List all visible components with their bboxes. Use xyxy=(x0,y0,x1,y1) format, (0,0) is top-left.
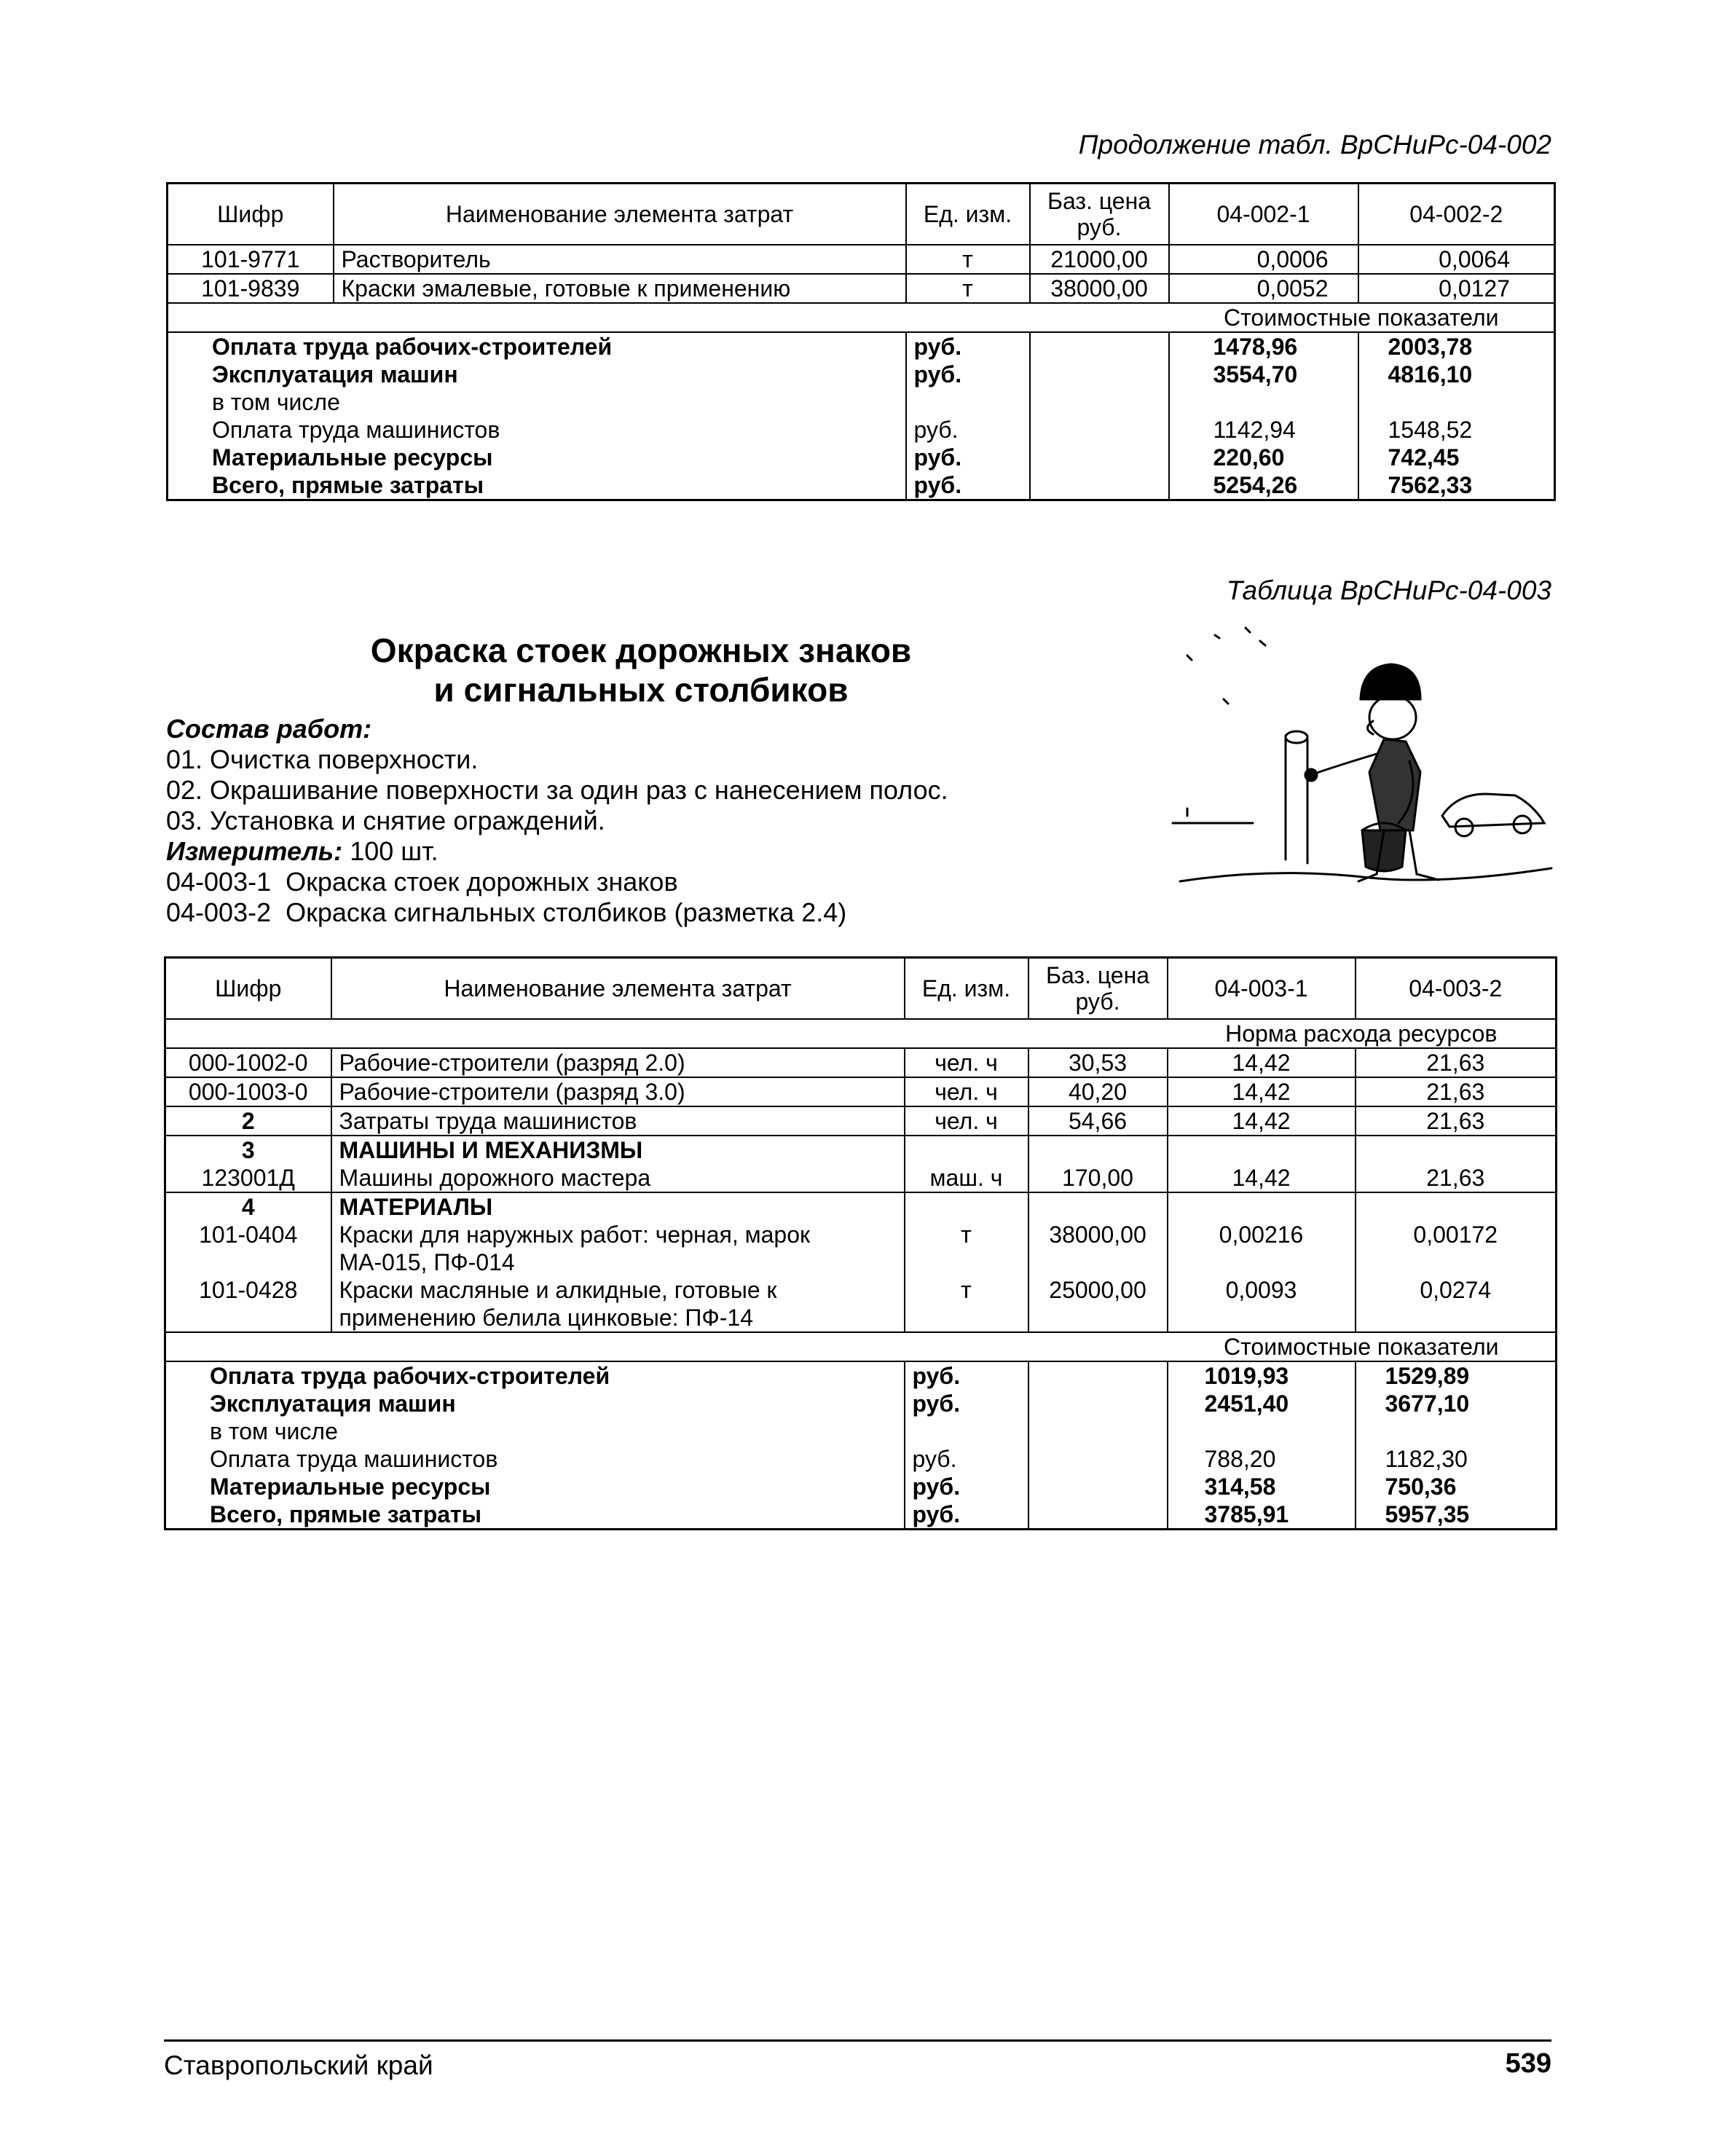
table-row xyxy=(165,1106,1557,1136)
work-description xyxy=(166,714,1149,928)
section-title xyxy=(277,631,1005,709)
work-item: 02. Окрашивание поверхности за один раз с нанесением полос. xyxy=(166,775,948,805)
cost-unit: руб. xyxy=(906,416,1030,444)
cost-name: Оплата труда машинистов xyxy=(212,416,500,443)
group-code: 3 xyxy=(165,1136,331,1164)
measure-value: 100 шт. xyxy=(350,836,438,866)
cost-value-1: 5254,26 xyxy=(1169,471,1358,500)
table-row xyxy=(165,1164,1557,1192)
row-unit: чел. ч xyxy=(905,1077,1028,1106)
row-value-1: 14,42 xyxy=(1168,1048,1356,1077)
row-code: 123001Д xyxy=(201,1164,295,1191)
cost-table-04-003 xyxy=(164,956,1557,1530)
cost-value-2: 5957,35 xyxy=(1356,1500,1557,1530)
row-code: 2 xyxy=(165,1106,331,1136)
cost-unit: руб. xyxy=(905,1473,1028,1500)
row-value-2: 21,63 xyxy=(1356,1048,1557,1077)
row-name: Растворитель xyxy=(334,245,906,274)
cost-name: Оплата труда рабочих-строителей xyxy=(168,332,906,361)
group-title: МАТЕРИАЛЫ xyxy=(331,1192,905,1221)
header-name: Наименование элемента затрат xyxy=(334,184,906,245)
variant-item: 04-003-2 Окраска сигнальных столбиков (разметка 2.4) xyxy=(166,897,847,927)
row-value-2: 21,63 xyxy=(1356,1164,1557,1192)
measure-line xyxy=(166,836,1149,867)
cost-row xyxy=(168,416,1555,444)
cost-value-1: 1019,93 xyxy=(1168,1361,1356,1390)
group-row-materials xyxy=(165,1192,1557,1221)
cost-name: Оплата труда рабочих-строителей xyxy=(165,1361,905,1390)
variant-item: 04-003-1 Окраска стоек дорожных знаков xyxy=(166,867,678,897)
row-value-1: 0,00216 xyxy=(1168,1221,1356,1276)
row-value-2: 0,0274 xyxy=(1356,1276,1557,1332)
cost-name: Всего, прямые затраты xyxy=(210,1500,482,1527)
work-label: Состав работ: xyxy=(166,714,372,744)
row-code: 101-9839 xyxy=(201,275,300,302)
cost-name: Эксплуатация машин xyxy=(210,1390,456,1417)
row-code: 101-0428 xyxy=(199,1276,298,1303)
row-unit: т xyxy=(905,1221,1028,1276)
header-name: Наименование элемента затрат xyxy=(331,958,905,1019)
cost-name: Эксплуатация машин xyxy=(212,361,458,387)
row-name: Краски эмалевые, готовые к применению xyxy=(334,274,906,303)
cost-value-2: 4816,10 xyxy=(1358,361,1555,388)
row-name: Краски масляные и алкидные, готовые к применению белила цинковые: ПФ-14 xyxy=(331,1276,905,1332)
cost-value-1: 2451,40 xyxy=(1168,1390,1356,1417)
table-row xyxy=(165,1221,1557,1276)
header-col2: 04-002-2 xyxy=(1358,184,1555,245)
row-price: 30,53 xyxy=(1028,1048,1168,1077)
row-name: Краски для наружных работ: черная, марок МА-015, ПФ-014 xyxy=(331,1221,905,1276)
cost-value-2: 1529,89 xyxy=(1356,1361,1557,1390)
row-code: 000-1003-0 xyxy=(165,1077,331,1106)
cost-value-2: 7562,33 xyxy=(1358,471,1555,500)
table-header-row xyxy=(165,958,1557,1019)
row-unit: т xyxy=(906,245,1030,274)
cost-unit: руб. xyxy=(905,1500,1028,1530)
table-caption-new: Таблица ВрСНиРс-04-003 xyxy=(1226,575,1551,605)
section-row xyxy=(168,303,1555,332)
cost-row xyxy=(165,1390,1557,1417)
cost-row xyxy=(168,471,1555,500)
cost-unit: руб. xyxy=(906,361,1030,388)
cost-name: в том числе xyxy=(212,388,340,415)
header-code: Шифр xyxy=(165,958,331,1019)
row-price: 25000,00 xyxy=(1028,1276,1168,1332)
row-unit: т xyxy=(906,274,1030,303)
cost-row xyxy=(165,1445,1557,1473)
cost-row xyxy=(168,388,1555,416)
header-col2: 04-003-2 xyxy=(1356,958,1557,1019)
cost-value-1: 3554,70 xyxy=(1169,361,1358,388)
cost-value-2: 1182,30 xyxy=(1356,1445,1557,1473)
section-label: Стоимостные показатели xyxy=(1168,1332,1557,1361)
row-unit: т xyxy=(905,1276,1028,1332)
cost-value-2: 1548,52 xyxy=(1358,416,1555,444)
cost-unit: руб. xyxy=(905,1445,1028,1473)
row-code: 000-1002-0 xyxy=(165,1048,331,1077)
section-label: Стоимостные показатели xyxy=(1169,303,1555,332)
work-item: 03. Установка и снятие ограждений. xyxy=(166,806,605,835)
cost-value-2: 750,36 xyxy=(1356,1473,1557,1500)
group-code: 4 xyxy=(165,1192,331,1221)
row-price: 38000,00 xyxy=(1030,274,1169,303)
cost-row xyxy=(168,444,1555,471)
cost-unit: руб. xyxy=(906,444,1030,471)
header-col1: 04-002-1 xyxy=(1169,184,1358,245)
row-unit: маш. ч xyxy=(905,1164,1028,1192)
header-unit: Ед. изм. xyxy=(906,184,1030,245)
row-price: 40,20 xyxy=(1028,1077,1168,1106)
cost-name: Всего, прямые затраты xyxy=(212,471,484,498)
row-value-2: 21,63 xyxy=(1356,1077,1557,1106)
row-value-1: 14,42 xyxy=(1168,1164,1356,1192)
page-number: 539 xyxy=(1505,2048,1551,2079)
row-price: 21000,00 xyxy=(1030,245,1169,274)
row-value-2: 0,00172 xyxy=(1356,1221,1557,1276)
cost-name: Материальные ресурсы xyxy=(212,444,493,471)
cost-value-2: 2003,78 xyxy=(1358,332,1555,361)
header-code: Шифр xyxy=(168,184,334,245)
cost-value-2: 3677,10 xyxy=(1356,1390,1557,1417)
section-label: Норма расхода ресурсов xyxy=(1225,1020,1498,1047)
table-row xyxy=(168,245,1555,274)
row-value-2: 21,63 xyxy=(1356,1106,1557,1136)
row-code: 101-0404 xyxy=(199,1221,298,1248)
row-value-2: 0,0127 xyxy=(1358,274,1555,303)
table-header-row xyxy=(168,184,1555,245)
row-value-1: 0,0006 xyxy=(1169,245,1358,274)
row-name: Машины дорожного мастера xyxy=(331,1164,905,1192)
table-row xyxy=(168,274,1555,303)
header-price: Баз. цена руб. xyxy=(1030,184,1169,245)
row-value-1: 14,42 xyxy=(1168,1077,1356,1106)
row-unit: чел. ч xyxy=(905,1048,1028,1077)
cost-row xyxy=(165,1417,1557,1445)
header-price: Баз. цена руб. xyxy=(1028,958,1168,1019)
cost-value-1: 3785,91 xyxy=(1168,1500,1356,1530)
footer-region: Ставропольский край xyxy=(164,2050,433,2080)
section-row xyxy=(165,1332,1557,1361)
row-price: 54,66 xyxy=(1028,1106,1168,1136)
row-price: 170,00 xyxy=(1028,1164,1168,1192)
row-unit: чел. ч xyxy=(905,1106,1028,1136)
cost-row xyxy=(165,1361,1557,1390)
footer-divider xyxy=(164,2039,1551,2042)
cost-row xyxy=(168,332,1555,361)
cost-unit: руб. xyxy=(906,471,1030,500)
table-row xyxy=(165,1276,1557,1332)
measure-label: Измеритель: xyxy=(166,836,343,866)
header-unit: Ед. изм. xyxy=(905,958,1028,1019)
header-col1: 04-003-1 xyxy=(1168,958,1356,1019)
cost-unit: руб. xyxy=(905,1390,1028,1417)
row-value-2: 0,0064 xyxy=(1358,245,1555,274)
table-caption-continuation: Продолжение табл. ВрСНиРс-04-002 xyxy=(1078,130,1551,160)
cost-value-1: 1142,94 xyxy=(1169,416,1358,444)
row-code: 101-9771 xyxy=(201,245,300,272)
cost-value-1: 314,58 xyxy=(1168,1473,1356,1500)
row-name: Рабочие-строители (разряд 2.0) xyxy=(331,1048,905,1077)
cost-name: Материальные ресурсы xyxy=(210,1473,491,1500)
row-name: Затраты труда машинистов xyxy=(331,1106,905,1136)
section-row xyxy=(165,1019,1557,1048)
cost-row xyxy=(165,1500,1557,1530)
cost-value-1: 220,60 xyxy=(1169,444,1358,471)
cost-row xyxy=(165,1473,1557,1500)
row-value-1: 0,0052 xyxy=(1169,274,1358,303)
cost-value-1: 788,20 xyxy=(1168,1445,1356,1473)
cost-unit: руб. xyxy=(906,332,1030,361)
row-price: 38000,00 xyxy=(1028,1221,1168,1276)
cost-value-1: 1478,96 xyxy=(1169,332,1358,361)
table-row xyxy=(165,1077,1557,1106)
row-name: Рабочие-строители (разряд 3.0) xyxy=(331,1077,905,1106)
group-row-machines xyxy=(165,1136,1557,1164)
group-title: МАШИНЫ И МЕХАНИЗМЫ xyxy=(331,1136,905,1164)
cost-name: Оплата труда машинистов xyxy=(210,1445,498,1472)
section-title-line-2: и сигнальных столбиков xyxy=(433,671,849,709)
table-row xyxy=(165,1048,1557,1077)
work-item: 01. Очистка поверхности. xyxy=(166,744,479,774)
cost-value-2: 742,45 xyxy=(1358,444,1555,471)
cost-unit: руб. xyxy=(905,1361,1028,1390)
section-title-line-1: Окраска стоек дорожных знаков xyxy=(370,632,912,669)
cost-table-04-002 xyxy=(166,182,1556,501)
worker-painting-illustration xyxy=(1165,612,1559,903)
cost-name: в том числе xyxy=(210,1417,338,1444)
row-value-1: 0,0093 xyxy=(1168,1276,1356,1332)
row-value-1: 14,42 xyxy=(1168,1106,1356,1136)
cost-row xyxy=(168,361,1555,388)
